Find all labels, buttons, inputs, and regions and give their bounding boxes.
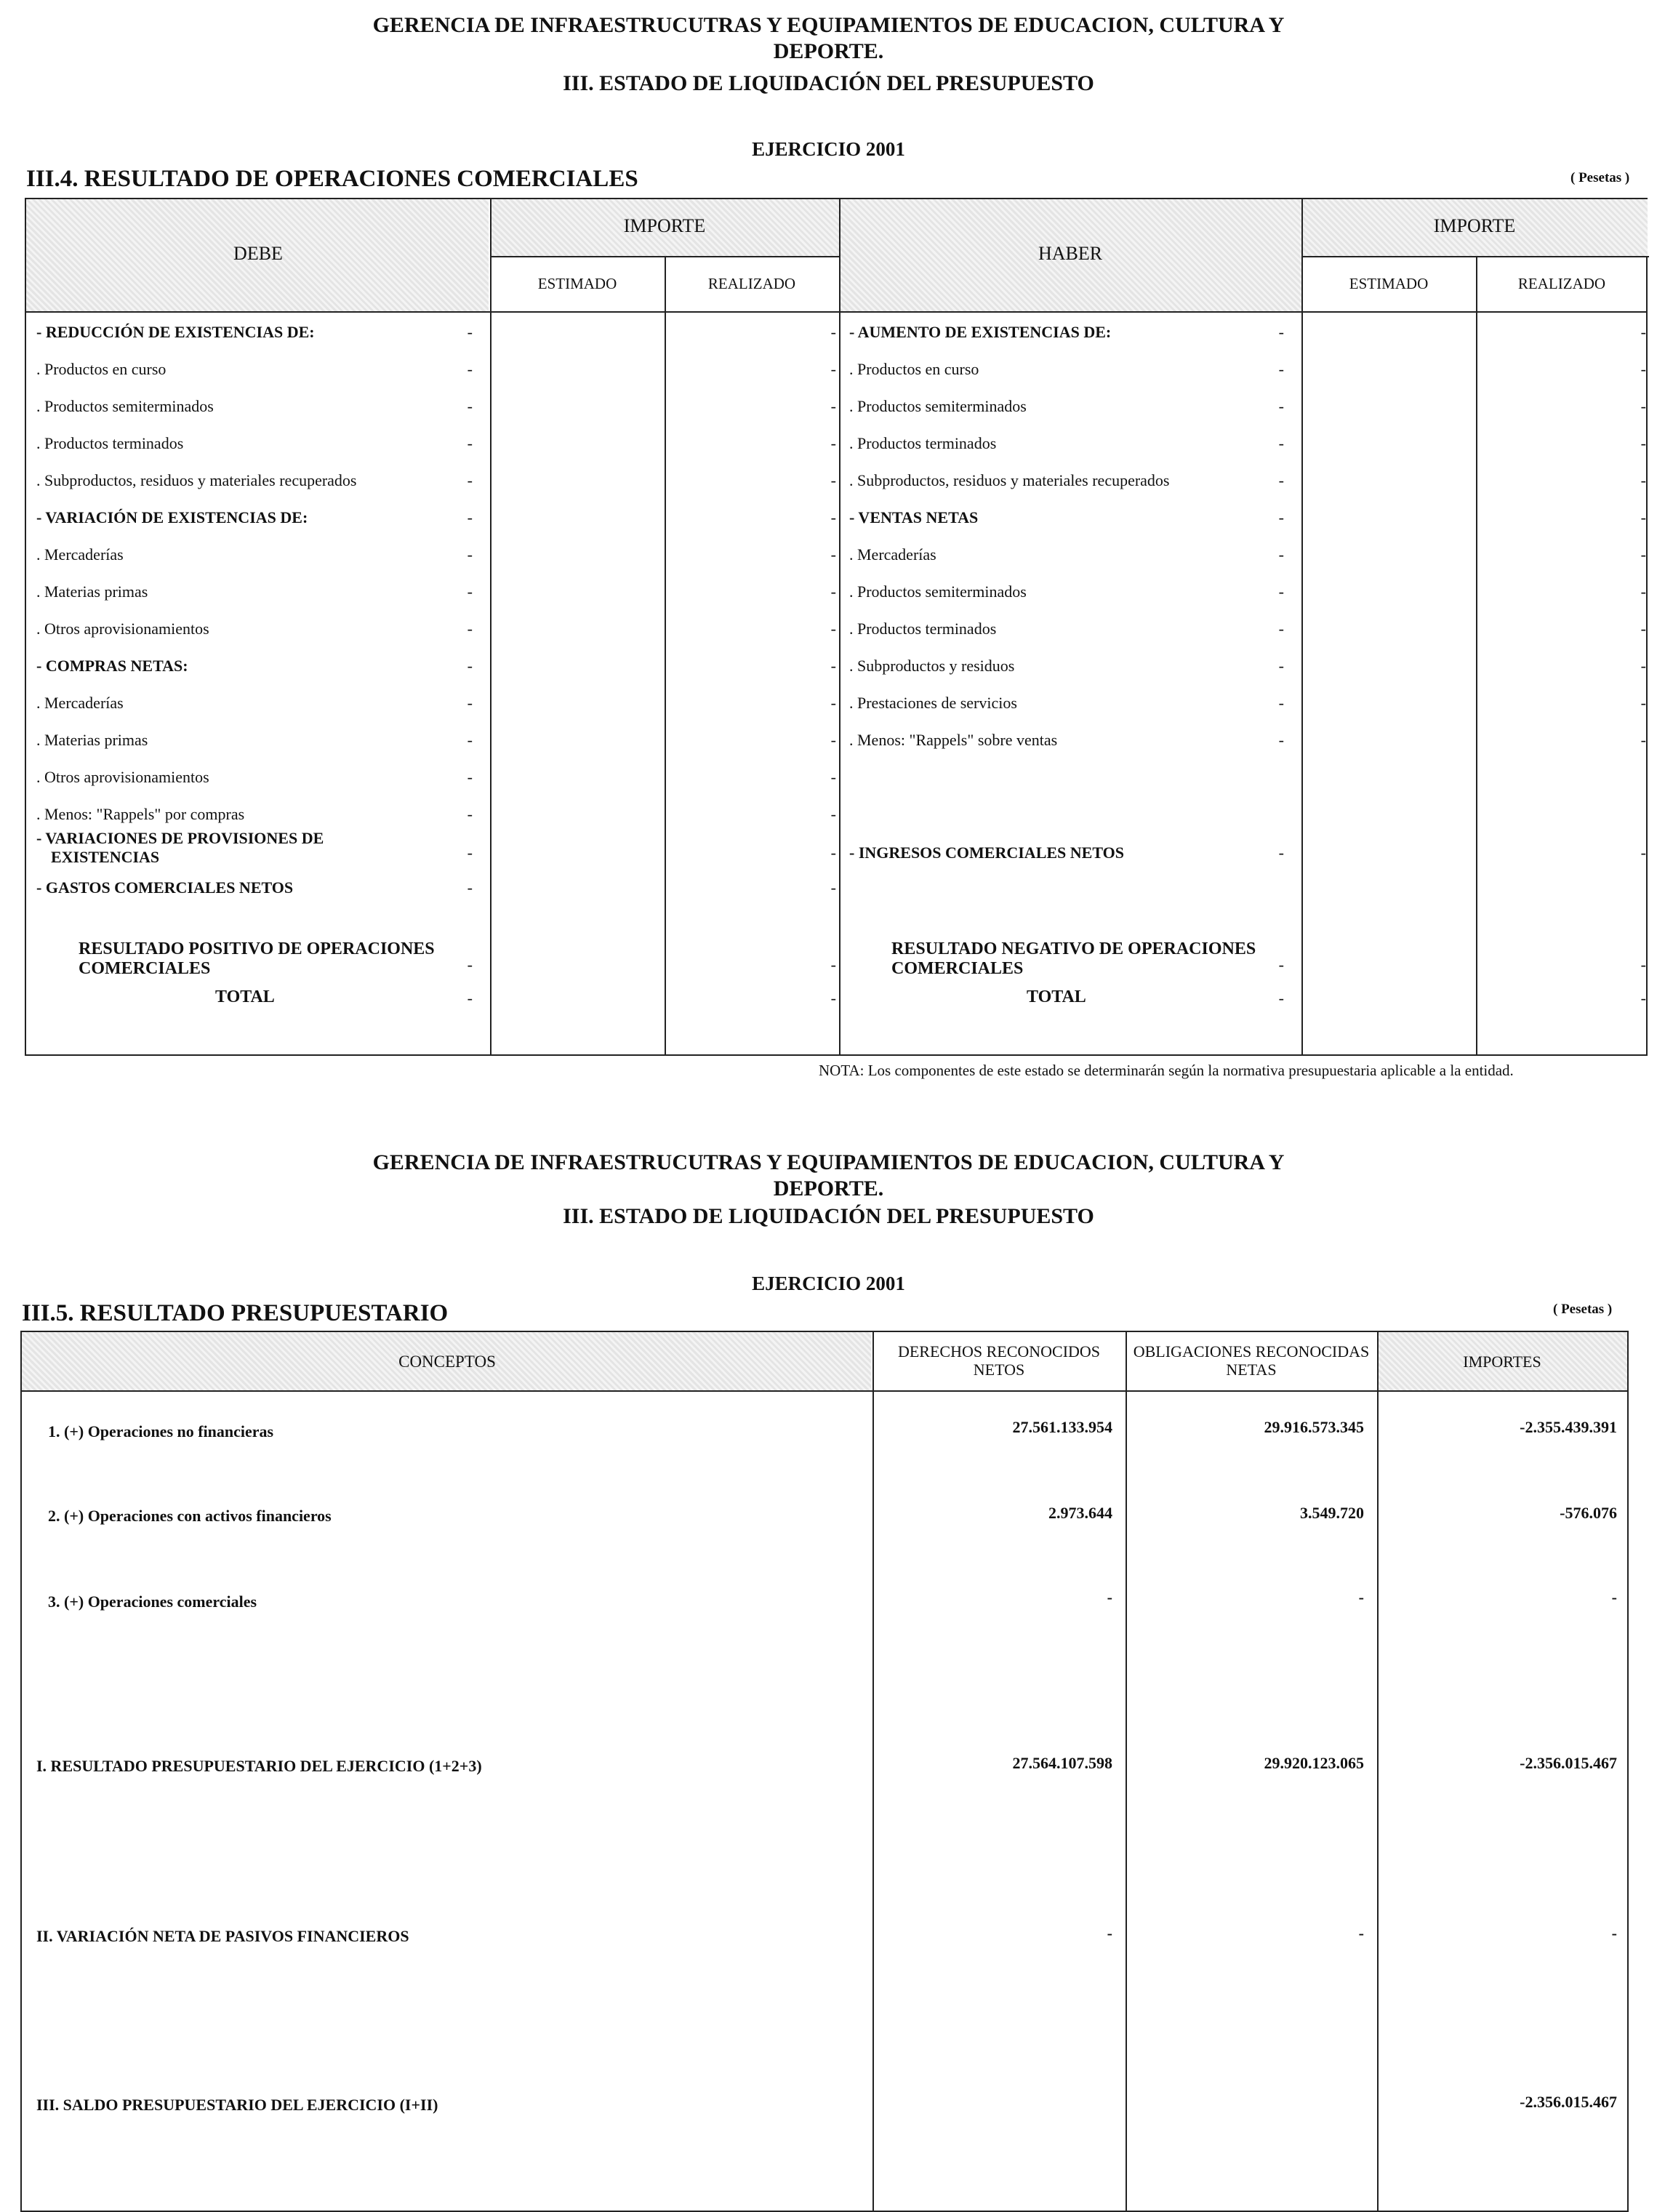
debe-estimado-value: - (467, 397, 473, 415)
obligaciones-value: 3.549.720 (1300, 1504, 1364, 1522)
haber-realizado-value: - (1640, 694, 1646, 712)
debe-realizado-value: - (830, 657, 836, 675)
haber-row-label: . Prestaciones de servicios (849, 694, 1017, 712)
budget-row-label: II. VARIACIÓN NETA DE PASIVOS FINANCIEROS (36, 1927, 409, 1945)
debe-row-label: . Materias primas (36, 582, 148, 601)
debe-row-label: . Otros aprovisionamientos (36, 620, 209, 638)
debe-row-label: . Mercaderías (36, 545, 124, 564)
haber-realizado-value: - (1640, 731, 1646, 749)
doc2-title-line1: GERENCIA DE INFRAESTRUCUTRAS Y EQUIPAMIENTOS DE EDUCACION, CULTURA Y (372, 1150, 1285, 1174)
commercial-operations-table (25, 198, 1648, 1056)
derechos-value: 27.561.133.954 (1012, 1418, 1112, 1436)
estimado-header-right: ESTIMADO (1349, 275, 1429, 292)
debe-realizado-value: - (830, 545, 836, 564)
importe-header-right: IMPORTE (1433, 215, 1516, 236)
importes-header: IMPORTES (1463, 1353, 1541, 1371)
debe-estimado-value: - (467, 434, 473, 452)
debe-estimado-value: - (467, 323, 473, 341)
haber-realizado-value: - (1640, 471, 1646, 489)
budget-row-label: 1. (+) Operaciones no financieras (48, 1422, 274, 1440)
obligaciones-value: 29.916.573.345 (1264, 1418, 1364, 1436)
haber-estimado-value: - (1278, 582, 1284, 601)
debe-row-label: . Productos en curso (36, 360, 166, 378)
budget-row-label: 2. (+) Operaciones con activos financieros (48, 1507, 332, 1525)
doc2-section-title: III.5. RESULTADO PRESUPUESTARIO (22, 1300, 449, 1326)
haber-header: HABER (1038, 243, 1103, 264)
debe-estimado-value: - (467, 508, 473, 526)
derechos-header (872, 1342, 1126, 1379)
resultado-positivo-label (79, 939, 435, 979)
debe-var-prov-label (36, 829, 324, 867)
debe-realizado-value: - (830, 731, 836, 749)
obligaciones-header-line2: NETAS (1226, 1361, 1277, 1379)
haber-estimado-value: - (1278, 360, 1284, 378)
doc1-title-line1: GERENCIA DE INFRAESTRUCUTRAS Y EQUIPAMIENTOS DE EDUCACION, CULTURA Y (372, 13, 1285, 37)
haber-realizado-value: - (1640, 397, 1646, 415)
debe-estimado-value: - (467, 731, 473, 749)
haber-row-label: . Productos semiterminados (849, 397, 1027, 415)
haber-row-label: . Menos: "Rappels" sobre ventas (849, 731, 1058, 749)
debe-row-label: . Materias primas (36, 731, 148, 749)
haber-realizado-value: - (1640, 620, 1646, 638)
haber-row-label: . Mercaderías (849, 545, 936, 564)
debe-estimado-value: - (467, 694, 473, 712)
haber-estimado-value: - (1278, 397, 1284, 415)
haber-realizado-value: - (1640, 545, 1646, 564)
haber-estimado-value: - (1278, 620, 1284, 638)
total-haber-estimado: - (1278, 989, 1284, 1007)
obligaciones-header-line1: OBLIGACIONES RECONOCIDAS (1133, 1342, 1370, 1361)
haber-row-label: . Subproductos, residuos y materiales recuperados (849, 471, 1170, 489)
total-haber-label: TOTAL (1027, 987, 1086, 1006)
debe-row-label: . Productos semiterminados (36, 397, 214, 415)
haber-row-label: . Productos en curso (849, 360, 979, 378)
nota-footnote: NOTA: Los componentes de este estado se determinarán según la normativa presupuestaria aplicable a la entidad. (819, 1062, 1514, 1079)
obligaciones-value: - (1358, 1924, 1364, 1942)
resultado-positivo-estimado: - (467, 955, 473, 974)
debe-realizado-value: - (830, 360, 836, 378)
haber-row-label: - VENTAS NETAS (849, 508, 979, 526)
debe-row-label: . Mercaderías (36, 694, 124, 712)
doc1-section-title: III.4. RESULTADO DE OPERACIONES COMERCIALES (26, 166, 638, 192)
doc2-title-line2: DEPORTE. (773, 1177, 884, 1201)
haber-estimado-value: - (1278, 657, 1284, 675)
budget-result-table (20, 1331, 1629, 2212)
derechos-value: 27.564.107.598 (1012, 1754, 1112, 1772)
realizado-header-left: REALIZADO (707, 275, 796, 292)
haber-estimado-value: - (1278, 843, 1284, 862)
haber-estimado-value: - (1278, 508, 1284, 526)
resultado-negativo-line1: RESULTADO NEGATIVO DE OPERACIONES (891, 939, 1256, 958)
haber-row-label: . Productos semiterminados (849, 582, 1027, 601)
haber-realizado-value: - (1640, 323, 1646, 341)
haber-realizado-value: - (1640, 657, 1646, 675)
haber-row-label: . Productos terminados (849, 620, 997, 638)
resultado-positivo-realizado: - (830, 955, 836, 974)
budget-row-label: 3. (+) Operaciones comerciales (48, 1592, 257, 1611)
debe-estimado-value: - (467, 360, 473, 378)
derechos-value: - (1107, 1588, 1112, 1606)
haber-row-label: - AUMENTO DE EXISTENCIAS DE: (849, 323, 1112, 341)
haber-ingresos-label: - INGRESOS COMERCIALES NETOS (849, 843, 1124, 862)
debe-var-prov-line1: - VARIACIONES DE PROVISIONES DE (36, 829, 324, 847)
debe-header: DEBE (233, 243, 283, 264)
haber-realizado-value: - (1640, 360, 1646, 378)
conceptos-header: CONCEPTOS (398, 1353, 496, 1371)
resultado-positivo-line2: COMERCIALES (79, 959, 211, 978)
budget-row-label: III. SALDO PRESUPUESTARIO DEL EJERCICIO (I+II) (36, 2096, 438, 2114)
total-debe-label: TOTAL (215, 987, 275, 1006)
obligaciones-value: 29.920.123.065 (1264, 1754, 1364, 1772)
debe-estimado-value: - (467, 843, 473, 862)
haber-realizado-value: - (1640, 508, 1646, 526)
resultado-negativo-line2: COMERCIALES (891, 959, 1024, 978)
haber-row-label: . Productos terminados (849, 434, 997, 452)
total-debe-estimado: - (467, 989, 473, 1007)
debe-estimado-value: - (467, 657, 473, 675)
debe-realizado-value: - (830, 843, 836, 862)
debe-estimado-value: - (467, 620, 473, 638)
debe-row-label: - REDUCCIÓN DE EXISTENCIAS DE: (36, 323, 315, 341)
importes-value: - (1611, 1924, 1617, 1942)
importe-header-left: IMPORTE (623, 215, 706, 236)
derechos-header-line2: NETOS (973, 1361, 1025, 1379)
importes-value: -2.355.439.391 (1520, 1418, 1617, 1436)
debe-realizado-value: - (830, 508, 836, 526)
haber-estimado-value: - (1278, 731, 1284, 749)
haber-estimado-value: - (1278, 471, 1284, 489)
realizado-header-right: REALIZADO (1517, 275, 1606, 292)
debe-estimado-value: - (467, 471, 473, 489)
haber-realizado-value: - (1640, 582, 1646, 601)
resultado-negativo-label (891, 939, 1256, 979)
debe-row-label: . Otros aprovisionamientos (36, 768, 209, 786)
haber-row-label: . Subproductos y residuos (849, 657, 1015, 675)
debe-var-prov-line2: EXISTENCIAS (51, 848, 160, 866)
debe-gastos-label: - GASTOS COMERCIALES NETOS (36, 878, 294, 897)
importes-value: -2.356.015.467 (1520, 1754, 1617, 1772)
derechos-header-line1: DERECHOS RECONOCIDOS (897, 1342, 1101, 1361)
debe-estimado-value: - (467, 805, 473, 823)
debe-realizado-value: - (830, 805, 836, 823)
haber-estimado-value: - (1278, 545, 1284, 564)
debe-realizado-value: - (830, 768, 836, 786)
doc2-ejercicio: EJERCICIO 2001 (752, 1273, 905, 1294)
debe-realizado-value: - (830, 582, 836, 601)
debe-row-label: . Menos: "Rappels" por compras (36, 805, 245, 823)
haber-estimado-value: - (1278, 323, 1284, 341)
debe-estimado-value: - (467, 768, 473, 786)
doc2-units: ( Pesetas ) (1553, 1302, 1613, 1317)
derechos-value: - (1107, 1924, 1112, 1942)
total-haber-realizado: - (1640, 989, 1646, 1007)
resultado-negativo-realizado: - (1640, 955, 1646, 974)
doc1-ejercicio: EJERCICIO 2001 (752, 138, 905, 160)
debe-realizado-value: - (830, 694, 836, 712)
debe-row-label: - VARIACIÓN DE EXISTENCIAS DE: (36, 508, 308, 526)
debe-realizado-value: - (830, 397, 836, 415)
debe-realizado-value: - (830, 323, 836, 341)
budget-row-label: I. RESULTADO PRESUPUESTARIO DEL EJERCICIO (1+2+3) (36, 1757, 482, 1775)
obligaciones-header (1126, 1342, 1377, 1379)
debe-realizado-value: - (830, 434, 836, 452)
debe-row-label: . Subproductos, residuos y materiales recuperados (36, 471, 357, 489)
debe-estimado-value: - (467, 878, 473, 897)
debe-estimado-value: - (467, 582, 473, 601)
debe-row-label: . Productos terminados (36, 434, 184, 452)
resultado-negativo-estimado: - (1278, 955, 1284, 974)
haber-estimado-value: - (1278, 434, 1284, 452)
debe-estimado-value: - (467, 545, 473, 564)
obligaciones-value: - (1358, 1588, 1364, 1606)
estimado-header-left: ESTIMADO (537, 275, 617, 292)
doc1-title-line3: III. ESTADO DE LIQUIDACIÓN DEL PRESUPUESTO (563, 71, 1094, 95)
importes-value: -2.356.015.467 (1520, 2093, 1617, 2111)
debe-realizado-value: - (830, 620, 836, 638)
haber-realizado-value: - (1640, 434, 1646, 452)
importes-value: -576.076 (1560, 1504, 1617, 1522)
haber-estimado-value: - (1278, 694, 1284, 712)
haber-realizado-value: - (1640, 843, 1646, 862)
debe-row-label: - COMPRAS NETAS: (36, 657, 188, 675)
resultado-positivo-line1: RESULTADO POSITIVO DE OPERACIONES (79, 939, 435, 958)
debe-realizado-value: - (830, 878, 836, 897)
debe-realizado-value: - (830, 471, 836, 489)
total-debe-realizado: - (830, 989, 836, 1007)
doc1-title-line2: DEPORTE. (773, 39, 884, 63)
doc1-units: ( Pesetas ) (1570, 170, 1630, 185)
doc2-title-line3: III. ESTADO DE LIQUIDACIÓN DEL PRESUPUESTO (563, 1204, 1094, 1228)
importes-value: - (1611, 1588, 1617, 1606)
derechos-value: 2.973.644 (1048, 1504, 1112, 1522)
